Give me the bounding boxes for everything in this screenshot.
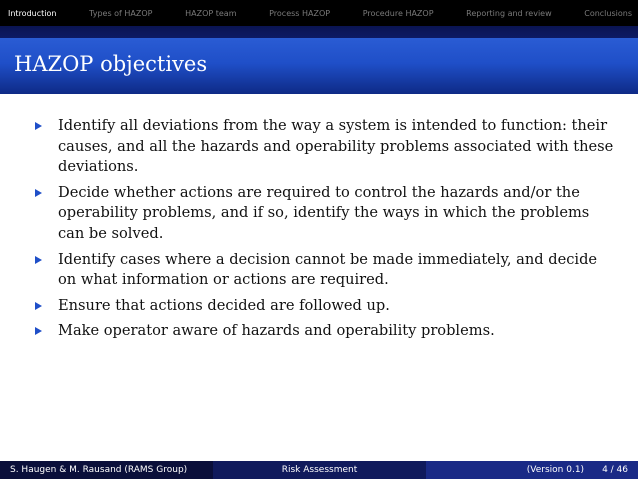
triangle-bullet-icon: [35, 256, 42, 264]
section-navigation: [0, 0, 638, 26]
nav-item-types-of-hazop[interactable]: Types of HAZOP: [89, 8, 153, 18]
triangle-bullet-icon: [35, 302, 42, 310]
bullet-text: Identify cases where a decision cannot be made immediately, and decide on what information or actions are required.: [58, 250, 598, 289]
slide-content: [0, 116, 638, 347]
triangle-bullet-icon: [35, 327, 42, 335]
triangle-bullet-icon: [35, 189, 42, 197]
bullet-item: [0, 250, 638, 291]
footer-version: (Version 0.1): [526, 465, 585, 475]
bullet-text: Ensure that actions decided are followed up.: [58, 296, 390, 314]
bullet-text: Make operator aware of hazards and operability problems.: [58, 322, 495, 340]
nav-item-introduction[interactable]: Introduction: [8, 8, 57, 18]
slide-title-bar: [0, 38, 638, 94]
triangle-bullet-icon: [35, 122, 42, 130]
page-number: 4 / 46: [602, 465, 628, 475]
footer-authors: S. Haugen & M. Rausand (RAMS Group): [0, 461, 213, 479]
bullet-item: [0, 321, 638, 342]
footer-course: Risk Assessment: [213, 461, 426, 479]
bullet-item: [0, 183, 638, 245]
bullet-text: Decide whether actions are required to control the hazards and/or the operability problems, and if so, identify the ways in which the problems can be solved.: [58, 183, 590, 242]
bullet-item: [0, 116, 638, 178]
nav-item-procedure-hazop[interactable]: Procedure HAZOP: [362, 8, 434, 18]
slide-footer: [0, 461, 638, 479]
bullet-list: [0, 116, 638, 342]
bullet-item: [0, 296, 638, 317]
nav-item-conclusions[interactable]: Conclusions: [584, 8, 632, 18]
slide-title: HAZOP objectives: [14, 52, 208, 76]
nav-item-process-hazop[interactable]: Process HAZOP: [269, 8, 331, 18]
header-band: [0, 26, 638, 38]
nav-item-hazop-team[interactable]: HAZOP team: [185, 8, 237, 18]
bullet-text: Identify all deviations from the way a system is intended to function: their causes, and all the hazards and operability problems associated with these deviations.: [58, 117, 614, 176]
footer-right: [426, 461, 638, 479]
nav-item-reporting-and-review[interactable]: Reporting and review: [466, 8, 552, 18]
